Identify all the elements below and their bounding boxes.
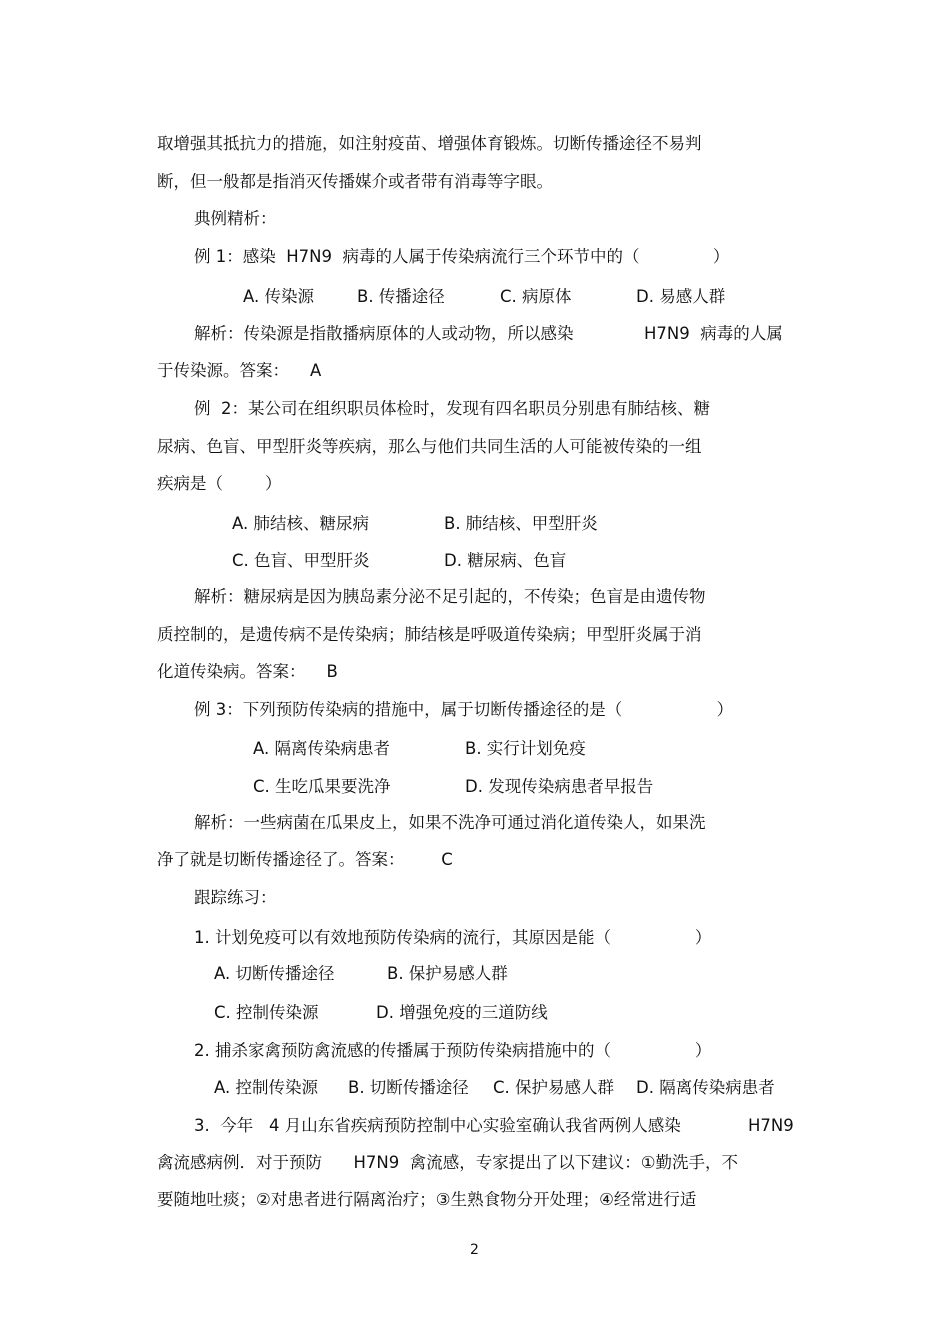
question-line: 要随地吐痰；②对患者进行隔离治疗；③生熟食物分开处理；④经常进行适: [157, 1190, 697, 1209]
section-heading: 跟踪练习：: [194, 888, 277, 907]
analysis-line: 解析：传染源是指散播病原体的人或动物，所以感染: [194, 324, 574, 343]
question-line: H7N9: [748, 1116, 794, 1135]
analysis-line: 净了就是切断传播途径了。答案： C: [157, 850, 453, 869]
text-line: 取增强其抵抗力的措施，如注射疫苗、增强体育锻炼。切断传播途径不易判: [157, 134, 702, 153]
analysis-line: 解析：糖尿病是因为胰岛素分泌不足引起的，不传染；色盲是由遗传物: [194, 587, 706, 606]
option-d: D. 发现传染病患者早报告: [465, 777, 654, 796]
option-b: B. 切断传播途径: [348, 1078, 469, 1097]
analysis-line: 质控制的，是遗传病不是传染病；肺结核是呼吸道传染病；甲型肝炎属于消: [157, 625, 702, 644]
page-number: 2: [470, 1242, 479, 1258]
question-line: 尿病、色盲、甲型肝炎等疾病，那么与他们共同生活的人可能被传染的一组: [157, 437, 702, 456]
option-c: C. 色盲、甲型肝炎: [232, 551, 370, 570]
option-b: B. 肺结核、甲型肝炎: [444, 514, 598, 533]
option-b: B. 实行计划免疫: [465, 739, 586, 758]
question-line: 1. 计划免疫可以有效地预防传染病的流行，其原因是能（ ）: [194, 928, 712, 947]
question-line: 2. 捕杀家禽预防禽流感的传播属于预防传染病措施中的（ ）: [194, 1041, 712, 1060]
analysis-line: H7N9 病毒的人属: [644, 324, 783, 343]
question-line: 3. 今年 4 月山东省疾病预防控制中心实验室确认我省两例人感染: [194, 1116, 681, 1135]
analysis-line: 于传染源。答案： A: [157, 361, 322, 380]
option-c: C. 保护易感人群: [493, 1078, 615, 1097]
question-line: 例 1：感染 H7N9 病毒的人属于传染病流行三个环节中的（ ）: [194, 247, 730, 266]
option-b: B. 传播途径: [357, 287, 445, 306]
section-heading: 典例精析：: [194, 209, 277, 228]
option-c: C. 病原体: [500, 287, 572, 306]
question-line: 疾病是（ ）: [157, 474, 282, 493]
option-d: D. 糖尿病、色盲: [444, 551, 567, 570]
option-d: D. 隔离传染病患者: [636, 1078, 775, 1097]
text-line: 断，但一般都是指消灭传播媒介或者带有消毒等字眼。: [157, 172, 553, 191]
option-b: B. 保护易感人群: [387, 964, 508, 983]
question-line: 禽流感病例．对于预防 H7N9 禽流感，专家提出了以下建议：①勤洗手，不: [157, 1153, 738, 1172]
option-a: A. 切断传播途径: [214, 964, 335, 983]
option-d: D. 易感人群: [636, 287, 726, 306]
option-d: D. 增强免疫的三道防线: [376, 1003, 548, 1022]
analysis-line: 化道传染病。答案： B: [157, 662, 338, 681]
option-a: A. 隔离传染病患者: [253, 739, 390, 758]
question-line: 例 3：下列预防传染病的措施中，属于切断传播途径的是（ ）: [194, 700, 734, 719]
option-a: A. 传染源: [243, 287, 314, 306]
option-c: C. 生吃瓜果要洗净: [253, 777, 391, 796]
question-line: 例 2：某公司在组织职员体检时，发现有四名职员分别患有肺结核、糖: [194, 399, 710, 418]
option-a: A. 肺结核、糖尿病: [232, 514, 369, 533]
option-c: C. 控制传染源: [214, 1003, 319, 1022]
analysis-line: 解析：一些病菌在瓜果皮上，如果不洗净可通过消化道传染人，如果洗: [194, 813, 706, 832]
option-a: A. 控制传染源: [214, 1078, 318, 1097]
